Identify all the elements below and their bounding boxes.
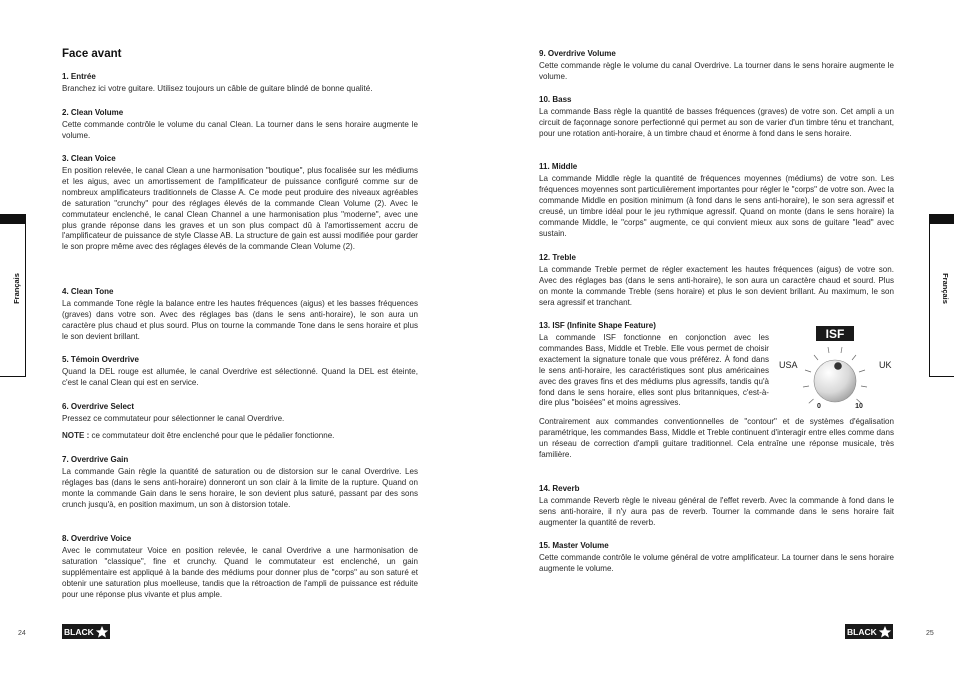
isf-knob-pointer [834,362,842,370]
language-tab-label: Français [11,273,21,304]
section-text-2: Contrairement aux commandes conventionnelles de "contour" et de systèmes d'égalisation paramétrique, les commandes Bass, Middle et Treble continuent d'interagir entre elles comme dans un réseau de correction d'ampli guitare traditionnel. Cela entraîne une réponse musicale, très familière. [539,417,894,460]
section-heading: 13. ISF (Infinite Shape Feature) [539,321,656,330]
section-text: Pressez ce commutateur pour sélectionner le canal Overdrive. [62,414,285,423]
section-heading: 2. Clean Volume [62,108,124,117]
section-temoin-overdrive [62,355,418,389]
page-number-left: 24 [18,630,26,637]
svg-text:BLACK: BLACK [847,627,877,637]
section-heading: 9. Overdrive Volume [539,49,616,58]
section-text: La commande Gain règle la quantité de saturation ou de distorsion sur le canal Overdrive. Les réglages bas (dans le sens anti-horaire) donneront un son clair à la limite de la rupture. Quand on monte la commande Gain dans le sens horaire, le son devient plus saturé, passant par des sons crunch jusqu'à, en position maximum, un son à distorsion totale. [62,467,418,509]
svg-text:BLACK: BLACK [64,627,94,637]
section-clean-volume [62,108,418,142]
page-number-right: 25 [926,630,934,637]
section-text: Avec le commutateur Voice en position relevée, le canal Overdrive a une harmonisation de saturation "classique", fine et crunchy. Quand le commutateur est enclenché, un gain supplémentaire est appliqué à la bande des médiums pour donner plus de "corps" au son saturé et obtenir une saturation plus moelleuse, tandis que la rétroaction de l'ampli de puissance est réduite pour une réponse plus vivante et plus ample. [62,546,418,599]
section-clean-tone [62,287,418,343]
section-treble [539,253,894,309]
section-reverb [539,484,894,529]
note-label: NOTE : [62,430,90,440]
section-heading: 15. Master Volume [539,541,609,550]
section-heading: 11. Middle [539,162,578,171]
page-title: Face avant [62,48,122,60]
section-text: La commande Bass règle la quantité de basses fréquences (graves) de votre son. Cet ampli a un circuit de façonnage sonore perfectionné qui permet au son de varier d'un timbre ténu et tranchant, pour une rotation anti-horaire, à un timbre chaud et énorme à fond dans le sens horaire. [539,107,894,138]
section-heading: 7. Overdrive Gain [62,455,129,464]
section-heading: 14. Reverb [539,484,580,493]
section-text: La commande Treble permet de régler exactement les hautes fréquences (aigus) de votre son. Avec des réglages bas (dans le sens anti-horaire), le son aura un caractère chaud et sourd. Plus on monte la commande Treble (sens horaire) et plus le son devient brillant. Au maximum, le son sera agressif et tranchant. [539,265,894,307]
section-text: La commande Reverb règle le niveau général de l'effet reverb. Avec la commande à fond dans le sens anti-horaire, il n'y aura pas de reverb. Tourner la commande dans le sens horaire fait augmenter la quantité de reverb. [539,496,894,527]
section-overdrive-select [62,402,418,442]
note-text: ce commutateur doit être enclenché pour que le pédalier fonctionne. [89,430,335,440]
section-text: Cette commande règle le volume du canal Overdrive. La tourner dans le sens horaire augmente le volume. [539,61,894,81]
isf-max-label: 10 [855,403,863,410]
language-tab-right [929,214,954,377]
section-heading: 4. Clean Tone [62,287,114,296]
section-text: Cette commande contrôle le volume du canal Clean. La tourner dans le sens horaire augmente le volume. [62,120,418,140]
isf-uk-label: UK [879,360,892,370]
section-master-volume [539,541,894,575]
section-heading: 8. Overdrive Voice [62,534,132,543]
section-text: Cette commande contrôle le volume général de votre amplificateur. La tourner dans le sens horaire augmente le volume. [539,553,894,573]
section-overdrive-gain [62,455,418,511]
section-heading: 10. Bass [539,95,572,104]
section-text: La commande Tone règle la balance entre les hautes fréquences (aigus) et les basses fréquences (graves) dans votre son. Avec des réglages bas (dans le sens anti-horaire), le son aura un caractère plus chaud et plus sourd. Plus on tourne la commande Tone dans le sens horaire et plus le son devient brillant. [62,299,418,341]
language-tab-left [0,214,26,377]
section-heading: 12. Treble [539,253,576,262]
blackstar-logo-left [62,624,110,639]
section-overdrive-voice [62,534,418,601]
section-entree [62,72,418,95]
section-text: Quand la DEL rouge est allumée, le canal Overdrive est sélectionné. Quand la DEL est éteinte, c'est le canal Clean qui est en service. [62,367,418,387]
isf-min-label: 0 [817,403,821,410]
isf-title: ISF [825,327,845,341]
blackstar-logo-right [845,624,893,639]
section-text: La commande ISF fonctionne en conjonction avec les commandes Bass, Middle et Treble. Elle vous permet de choisir exactement la signature tonale que vous préférez. À fond dans le sens anti-horaire, les caractéristiques sont plus américaines avec des graves fins et des médiums plus agressifs, tandis qu'à fond dans le sens horaire, elles sont plus britanniques, c'est-à-dire plus "boisées" et moins agressives. [539,333,769,408]
section-text: La commande Middle règle la quantité de fréquences moyennes (médiums) de votre son. Les fréquences moyennes sont particulièrement importantes pour régler le "corps" de votre son. Avec la commande Middle en position minimum (à fond dans le sens anti-horaire), le son sera agressif et creusé, un timbre idéal pour le jeu rythmique agressif. Quand on monte (dans le sens horaire) la commande Middle, le "corps" augmente, ce qui convient mieux aux sons de guitare "lead" avec sustain. [539,174,894,238]
section-heading: 6. Overdrive Select [62,402,135,411]
section-bass [539,95,894,140]
section-middle [539,162,894,239]
section-overdrive-volume [539,49,894,83]
isf-usa-label: USA [779,360,798,370]
note [62,431,418,442]
section-clean-voice [62,154,418,253]
section-heading: 3. Clean Voice [62,154,116,163]
section-heading: 5. Témoin Overdrive [62,355,139,364]
language-tab-label: Français [940,273,950,304]
section-heading: 1. Entrée [62,72,96,81]
section-text: En position relevée, le canal Clean a une harmonisation "boutique", plus focalisée sur les médiums et les aigus, avec un amortissement de l'amplificateur de puissance configuré comme sur de nombreux amplificateurs traditionnels de Classe A. Ce mode peut produire des niveaux agréables de saturation "crunchy" pour des réglages élevés de la commande Clean Volume (2). Avec le commutateur enclenché, le canal Clean Channel a une harmonisation plus "moderne", avec une plus grande réponse dans les graves et un son plus compact dû à l'amortissement accru de l'amplificateur de puissance de style Classe AB. La structure de gain est aussi modifiée pour garder le son propre même avec des réglages élevés de la commande Clean Volume (2). [62,166,418,252]
isf-knob-diagram [774,322,898,440]
section-text: Branchez ici votre guitare. Utilisez toujours un câble de guitare blindé de bonne qualité. [62,84,373,93]
